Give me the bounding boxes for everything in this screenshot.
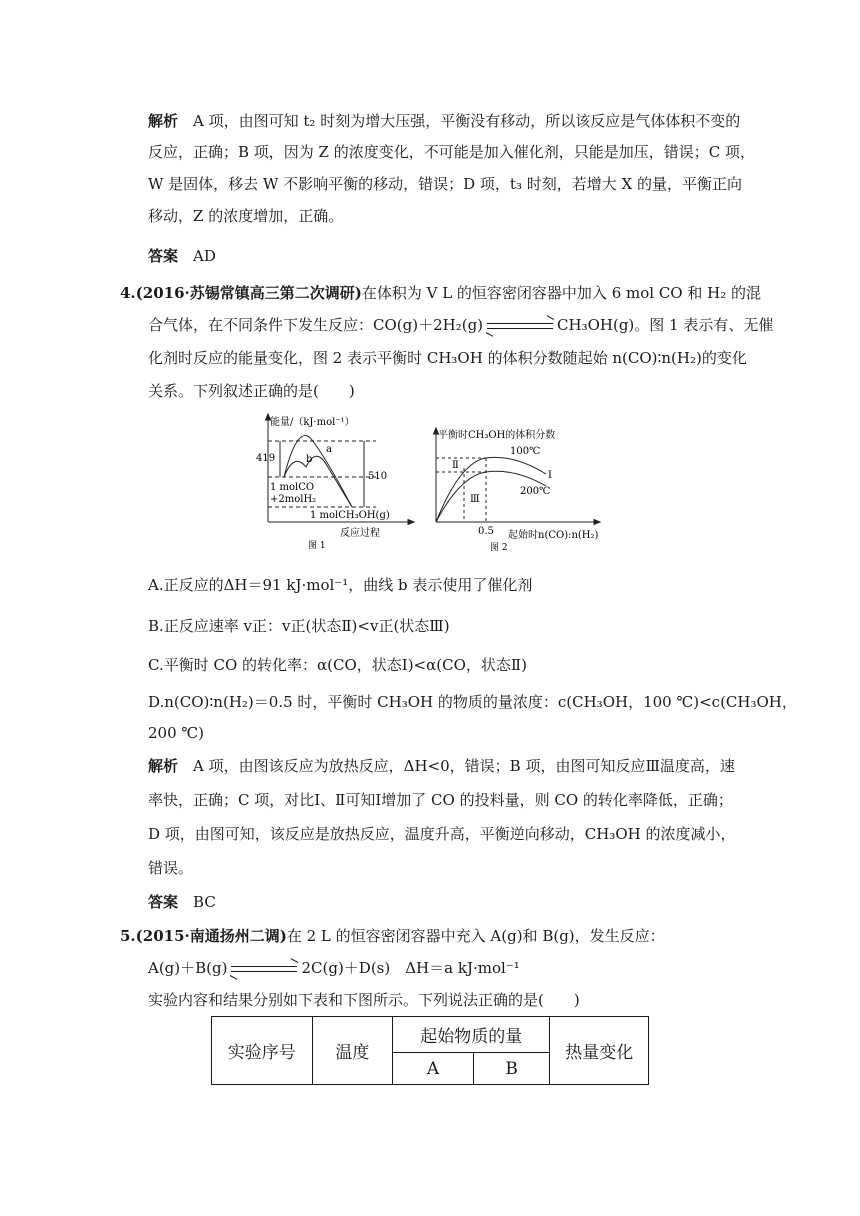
table-header-cell: 起始物质的量 [393, 1017, 550, 1053]
question-text: 在 2 L 的恒容密闭容器中充入 A(g)和 B(g)，发生反应： [286, 927, 665, 945]
reaction-left: 合气体，在不同条件下发生反应：CO(g)＋2H₂(g) [148, 316, 484, 334]
explanation-line: 反应，正确；B 项，因为 Z 的浓度变化，不可能是加入催化剂，只能是加压，错误；C 项， [148, 143, 755, 161]
fig2-series-100: 100℃ [510, 446, 541, 457]
fig1-ylabel: 能量/（kJ·mol⁻¹） [270, 417, 355, 428]
experiment-table [211, 1016, 649, 1085]
fig1-reactant-label-2: +2molH₂ [270, 494, 317, 505]
option-b: B.正反应速率 v正：v正(状态Ⅱ)<v正(状态Ⅲ) [148, 617, 450, 635]
fig1-caption: 图 1 [308, 541, 326, 551]
question-4-line [148, 315, 773, 335]
equilibrium-arrow-icon [487, 320, 553, 332]
table-header-cell: A [393, 1053, 474, 1085]
explanation-text: A 项，由图该反应为放热反应，ΔH<0，错误；B 项，由图可知反应Ⅲ温度高，速 [193, 757, 735, 775]
fig1-label-510: 510 [368, 471, 388, 482]
figure-1-energy-diagram [256, 412, 416, 551]
fig2-point-III: Ⅲ [470, 494, 480, 505]
question-4-line: 化剂时反应的能量变化，图 2 表示平衡时 CH₃OH 的体积分数随起始 n(CO)∶n(H₂)的变化 [148, 349, 747, 367]
answer-label: 答案 [148, 893, 179, 911]
explanation-line: D 项，由图可知，该反应是放热反应，温度升高，平衡逆向移动，CH₃OH 的浓度减小， [148, 825, 736, 843]
answer-value: AD [193, 247, 216, 265]
question-source: 4.(2016·苏锡常镇高三第二次调研) [120, 284, 362, 302]
answer-value: BC [193, 893, 216, 911]
fig1-curve-b-label: b [306, 454, 313, 465]
fig2-xlabel: 起始时n(CO):n(H₂) [508, 530, 599, 541]
explanation-line: 率快，正确；C 项，对比Ⅰ、Ⅱ可知Ⅰ增加了 CO 的投料量，则 CO 的转化率降低，正确； [148, 791, 733, 809]
explanation-text: A 项，由图可知 t₂ 时刻为增大压强，平衡没有移动，所以该反应是气体体积不变的 [193, 112, 741, 130]
table-header-cell: B [473, 1053, 550, 1085]
fig1-xlabel: 反应过程 [340, 528, 380, 539]
answer-line [148, 246, 216, 266]
table-header-cell: 实验序号 [212, 1017, 313, 1085]
option-c: C.平衡时 CO 的转化率：α(CO，状态Ⅰ)<α(CO，状态Ⅱ) [148, 656, 527, 674]
explanation-line [148, 756, 735, 776]
explanation-line: W 是固体，移去 W 不影响平衡的移动，错误；D 项，t₃ 时刻，若增大 X 的量，平衡正向 [148, 175, 742, 193]
table-header-cell: 温度 [312, 1017, 393, 1085]
fig2-x-tick-0.5: 0.5 [478, 526, 494, 537]
explanation-label: 解析 [148, 112, 179, 130]
question-5-line [120, 926, 665, 946]
fig1-product-label: 1 molCH₃OH(g) [310, 510, 390, 521]
question-4-line [120, 283, 761, 303]
reaction-line [148, 958, 520, 978]
fig2-ylabel: 平衡时CH₃OH的体积分数 [438, 430, 556, 441]
fig1-reactant-label: 1 molCO [270, 482, 315, 493]
fig1-label-419: 419 [256, 453, 276, 464]
reaction-right: CH₃OH(g)。图 1 表示有、无催 [557, 316, 774, 334]
question-4-line: 关系。下列叙述正确的是( ) [148, 382, 355, 400]
explanation-line: 错误。 [148, 859, 194, 877]
question-source: 5.(2015·南通扬州二调) [120, 927, 287, 945]
question-text: 在体积为 V L 的恒容密闭容器中加入 6 mol CO 和 H₂ 的混 [361, 284, 761, 302]
fig2-caption: 图 2 [490, 543, 508, 553]
figure-2-volume-fraction-chart [430, 420, 610, 553]
answer-label: 答案 [148, 247, 179, 265]
fig2-point-II: Ⅱ [452, 460, 459, 471]
fig1-curve-a-label: a [326, 444, 332, 455]
answer-line [148, 892, 216, 912]
explanation-line [148, 111, 740, 131]
table-header-cell: 热量变化 [550, 1017, 649, 1085]
question-5-line: 实验内容和结果分别如下表和下图所示。下列说法正确的是( ) [148, 991, 580, 1009]
reaction-left: A(g)＋B(g) [148, 959, 228, 977]
option-d-continued: 200 ℃) [148, 724, 205, 742]
explanation-line: 移动，Z 的浓度增加，正确。 [148, 207, 344, 225]
fig2-point-I: Ⅰ [548, 470, 552, 481]
reaction-right: 2C(g)＋D(s) ΔH＝a kJ·mol⁻¹ [301, 959, 520, 977]
fig2-series-200: 200℃ [520, 486, 551, 497]
option-d: D.n(CO)∶n(H₂)＝0.5 时，平衡时 CH₃OH 的物质的量浓度：c(CH₃OH，100 ℃)<c(CH₃OH， [148, 693, 797, 711]
option-a: A.正反应的ΔH＝91 kJ·mol⁻¹，曲线 b 表示使用了催化剂 [148, 576, 533, 594]
equilibrium-arrow-icon [231, 963, 297, 975]
explanation-label: 解析 [148, 757, 179, 775]
